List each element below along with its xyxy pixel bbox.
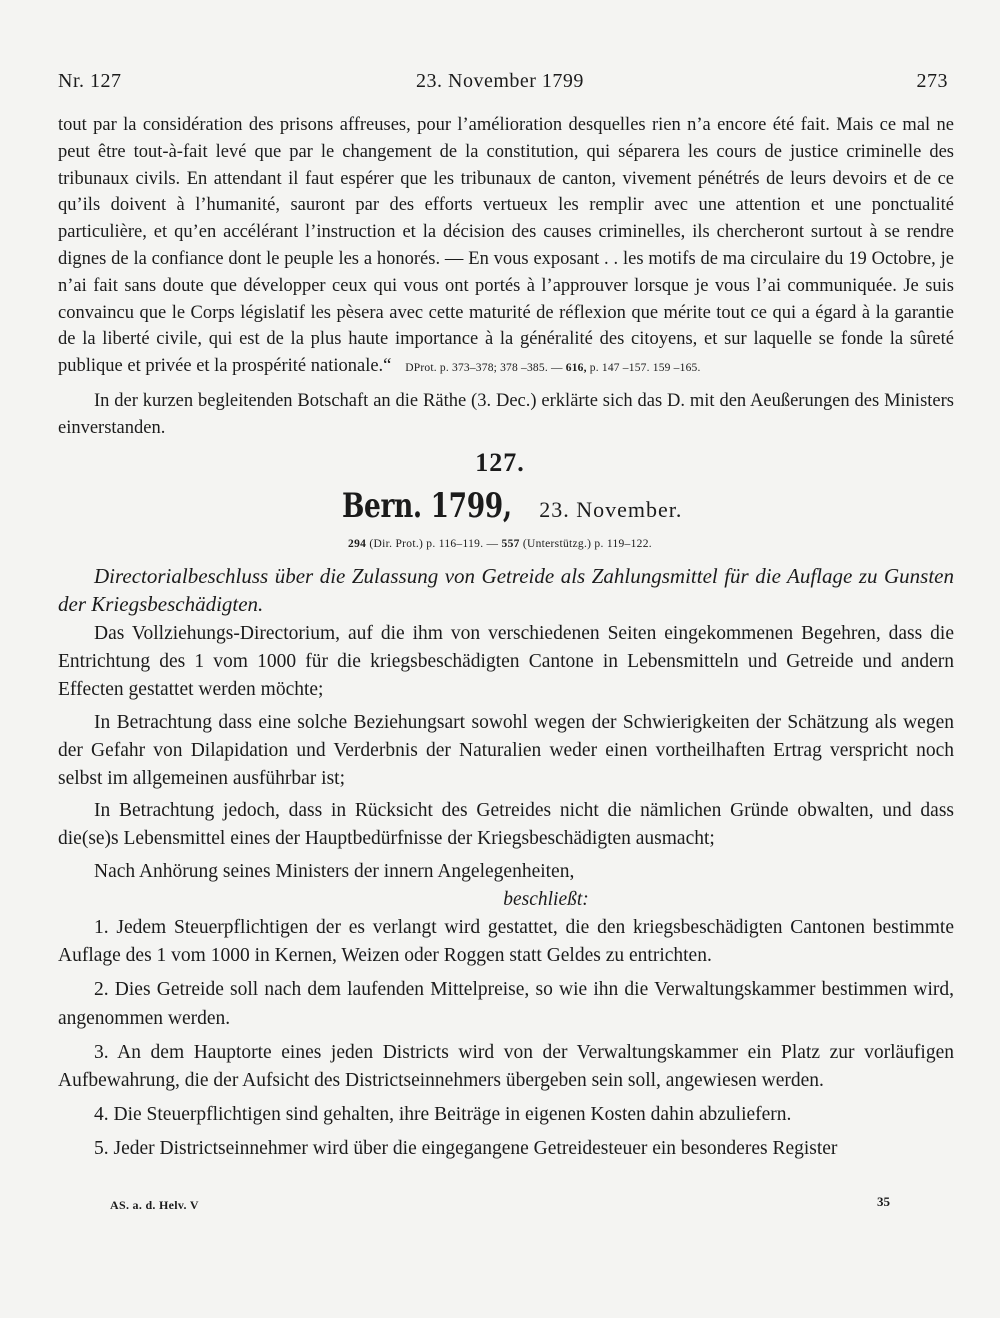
reference-a-number: 294 bbox=[348, 538, 367, 550]
header-date: 23. November 1799 bbox=[416, 70, 584, 92]
footer-signature-mark: AS. a. d. Helv. V bbox=[110, 1198, 199, 1212]
reference-a-text: (Dir. Prot.) p. 116–119. — bbox=[366, 538, 502, 550]
protocol-reference-bold: 616, bbox=[565, 362, 587, 375]
document-subject: Directorialbeschluss über die Zulassung von Getreide als Zahlungsmittel für die Auflage zu Gunsten der Kriegsbeschädigten. bbox=[58, 564, 954, 616]
reference-b-number: 557 bbox=[501, 538, 520, 550]
article: 2. Dies Getreide soll nach dem laufenden Mittelpreise, so wie ihn die Verwaltungskammer bestimmen wird, angenommen werden. bbox=[58, 979, 954, 1029]
continued-paragraph bbox=[58, 112, 954, 382]
article: 1. Jedem Steuerpflichtigen der es verlangt wird gestattet, die den kriegsbeschädigten Cantonen bestimmte Auflage des 1 vom 1000 in Kernen, Weizen oder Roggen statt Geldes zu entrichten. bbox=[58, 917, 954, 967]
preamble-paragraph: Das Vollziehungs-Directorium, auf die ihm von verschiedenen Seiten eingekommenen Begehren, dass die Entrichtung des 1 vom 1000 für die kriegsbeschädigten Cantone in Lebensmitteln und Getreide und andern Effecten gestattet werden möchte; bbox=[58, 623, 954, 701]
continued-text bbox=[58, 112, 954, 442]
resolves-heading: beschließt: bbox=[503, 888, 589, 910]
preamble-paragraph: Nach Anhörung seines Ministers der innern Angelegenheiten, bbox=[94, 860, 575, 882]
protocol-reference-prefix: DProt. p. 373–378; 378 –385. — bbox=[405, 362, 566, 375]
place-and-year: Bern. 1799, bbox=[341, 486, 512, 526]
decree-text bbox=[58, 620, 954, 1170]
page-number: 273 bbox=[916, 70, 948, 92]
protocol-reference bbox=[405, 362, 700, 374]
document-number: 127. bbox=[475, 448, 525, 477]
preamble-paragraph: In Betrachtung dass eine solche Beziehungsart sowohl wegen der Schwierigkeiten der Schätzung als wegen der Gefahr von Dilapidation und Verderbnis der Naturalien weder einen vortheilhaften Ertrag verspricht noch selbst im allgemeinen ausführbar ist; bbox=[58, 711, 954, 790]
heading-date: 23. November. bbox=[539, 497, 683, 522]
continued-paragraph-text: tout par la considération des prisons affreuses, pour l’amélioration desquelles rien n’a encore été fait. Mais ce mal ne peut être tout-à-fait levé que par le changement de la constitution, qui séparera les cours de justice criminelle des tribunaux civils. En attendant il faut espérer que les tribunaux de canton, vivement pénétrés de leurs devoirs et de ce qu’ils doivent à l’humanité, sauront par des efforts vertueux les remplir avec une attention et une ponctualité particulière, et qu’en accélérant l’instruction et la décision des causes criminelles, ils chercheront surtout à se rendre dignes de la confiance dont le peuple les a honorés. — En vous exposant . . les motifs de ma circulaire du 19 Octobre, je n’ai fait sans doute que développer ceux qui vous ont portés à l’approuver lorsque je vous l’ai communiquée. Je suis convaincu que le Corps législatif les pèsera avec cette maturité de réflexion que mérite tout ce qui a égard à la garantie de la liberté civile, qui est de la plus haute importance à la généralité des citoyens, et sur laquelle se fonde la sûreté publique et privée et la prospérité nationale.“ bbox=[58, 115, 954, 377]
article: 5. Jeder Districtseinnehmer wird über die eingegangene Getreidesteuer ein besonderes Register bbox=[94, 1138, 838, 1160]
footer-sheet-number: 35 bbox=[877, 1194, 890, 1209]
article: 3. An dem Hauptorte eines jeden Districts wird von der Verwaltungskammer ein Platz zur vorläufigen Aufbewahrung, die der Aufsicht des Districtseinnehmers übergeben sein soll, angewiesen werden. bbox=[58, 1041, 954, 1092]
source-references bbox=[0, 538, 1000, 550]
reference-b-text: (Unterstützg.) p. 119–122. bbox=[519, 538, 652, 550]
document-heading bbox=[0, 486, 1000, 526]
header-document-number: Nr. 127 bbox=[58, 70, 122, 92]
article: 4. Die Steuerpflichtigen sind gehalten, ihre Beiträge in eigenen Kosten dahin abzuliefern. bbox=[94, 1104, 792, 1126]
protocol-reference-suffix: p. 147 –157. 159 –165. bbox=[586, 362, 701, 375]
preamble-paragraph: In Betrachtung jedoch, dass in Rücksicht des Getreides nicht die nämlichen Gründe obwalten, und dass die(se)s Lebensmittel eines der Hauptbedürfnisse der Kriegsbeschädigten ausmacht; bbox=[58, 800, 954, 850]
message-paragraph: In der kurzen begleitenden Botschaft an die Räthe (3. Dec.) erklärte sich das D. mit den Aeußerungen des Ministers einverstanden. bbox=[58, 390, 954, 438]
